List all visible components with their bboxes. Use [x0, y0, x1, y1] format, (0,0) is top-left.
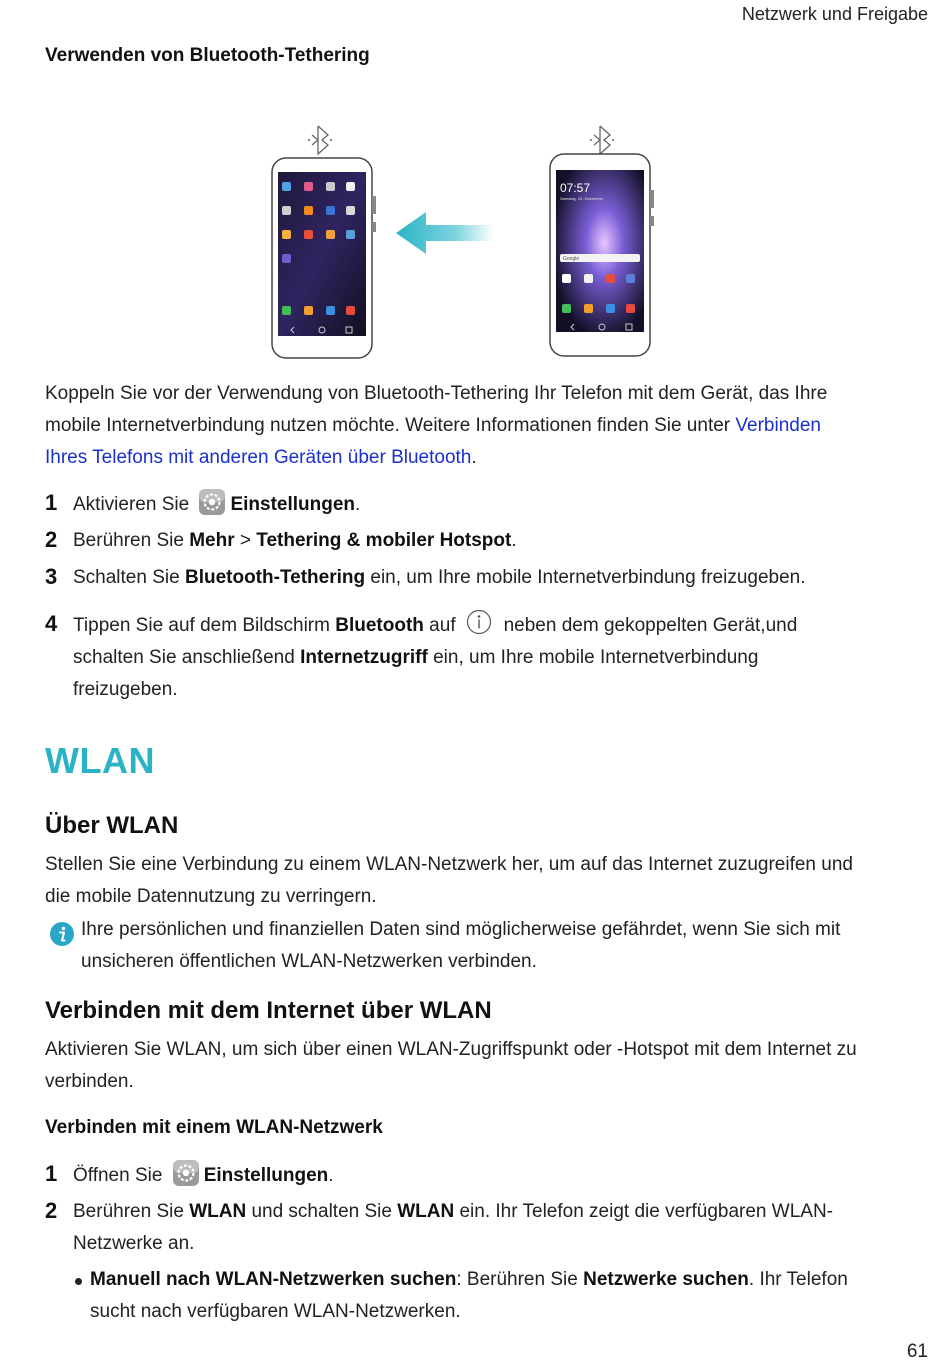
step-number: 1	[45, 490, 58, 515]
page-header-section: Netzwerk und Freigabe	[741, 4, 928, 24]
step-text: >	[234, 530, 257, 551]
step-text: .	[328, 1165, 334, 1186]
step-1-text	[73, 488, 360, 521]
bt-intro-line-1: Koppeln Sie vor der Verwendung von Bluetooth-Tethering Ihr Telefon mit dem Gerät, das Ihre	[45, 383, 828, 404]
about-wlan-line-1: Stellen Sie eine Verbindung zu einem WLAN-Netzwerk her, um auf das Internet zuzugreifen und	[45, 854, 853, 875]
settings-icon	[198, 488, 226, 516]
step-4-line-1	[73, 609, 923, 642]
settings-label: Einstellungen	[203, 1165, 329, 1186]
connect-wlan-line-2: verbinden.	[45, 1071, 134, 1092]
bluetooth-tethering-label: Bluetooth-Tethering	[184, 567, 366, 588]
left-phone-illustration	[268, 118, 378, 363]
lockscreen-date: Samstag, 24. Dezember	[560, 196, 604, 201]
bt-intro-period: .	[471, 447, 477, 468]
step-text: .	[355, 494, 361, 515]
step-text: ein, um Ihre mobile Internetverbindung freizugeben.	[365, 567, 806, 588]
bullet-text: . Ihr Telefon	[748, 1269, 848, 1290]
note-info-icon	[49, 921, 75, 947]
wlan-step-2-line-1	[73, 1196, 923, 1228]
manual-search-bullet	[90, 1264, 930, 1328]
step-text: .	[511, 530, 517, 551]
wlan-step-2-line-2: Netzwerke an.	[73, 1233, 195, 1254]
connect-wlan-paragraph	[45, 1034, 925, 1098]
step-text: schalten Sie anschließend	[73, 647, 301, 668]
bt-intro-paragraph	[45, 378, 925, 474]
bluetooth-guide-link-cont[interactable]: Ihres Telefons mit anderen Geräten über Bluetooth	[45, 447, 472, 468]
transfer-arrow-icon	[394, 208, 494, 258]
lockscreen-clock: 07:57	[560, 181, 591, 195]
connect-wlan-heading: Verbinden mit dem Internet über WLAN	[45, 997, 492, 1024]
bluetooth-guide-link[interactable]: Verbinden	[735, 415, 821, 436]
step-text: Schalten Sie	[73, 567, 185, 588]
about-wlan-heading: Über WLAN	[45, 812, 179, 839]
settings-icon	[172, 1159, 200, 1187]
about-wlan-line-2: die mobile Datennutzung zu verringern.	[45, 886, 377, 907]
google-search-bar: Google	[563, 256, 580, 262]
step-number: 4	[45, 611, 58, 636]
step-4-line-2	[73, 642, 923, 674]
info-icon	[466, 609, 492, 635]
bluetooth-label: Bluetooth	[335, 615, 424, 636]
wlan-chapter-title: WLAN	[45, 740, 155, 781]
security-note-line-2: unsicheren öffentlichen WLAN-Netzwerken verbinden.	[81, 951, 537, 972]
right-phone-illustration	[546, 118, 656, 363]
bullet-text: : Berühren Sie	[456, 1269, 584, 1290]
step-3-text	[73, 562, 806, 594]
bluetooth-icon	[308, 126, 332, 154]
step-number: 2	[45, 1198, 58, 1223]
connect-wlan-line-1: Aktivieren Sie WLAN, um sich über einen WLAN-Zugriffspunkt oder -Hotspot mit dem Internet zu	[45, 1039, 857, 1060]
wlan-toggle-label: WLAN	[397, 1201, 455, 1222]
step-text: auf	[423, 615, 456, 636]
manual-search-label: Manuell nach WLAN-Netzwerken suchen	[90, 1269, 457, 1290]
connect-network-subheading: Verbinden mit einem WLAN-Netzwerk	[45, 1117, 383, 1138]
step-4-line-3: freizugeben.	[73, 679, 178, 700]
page-number: 61	[906, 1341, 928, 1362]
step-number: 2	[45, 527, 58, 552]
wlan-label: WLAN	[189, 1201, 247, 1222]
step-text: ein, um Ihre mobile Internetverbindung	[427, 647, 759, 668]
bt-intro-line-2	[45, 410, 925, 442]
bluetooth-icon	[590, 126, 614, 154]
menu-tethering-label: Tethering & mobiler Hotspot	[256, 530, 512, 551]
bt-intro-text: mobile Internetverbindung nutzen möchte. Weitere Informationen finden Sie unter	[45, 415, 736, 436]
step-text: neben dem gekoppelten Gerät,und	[503, 615, 798, 636]
step-text: ein. Ihr Telefon zeigt die verfügbaren WLAN-	[454, 1201, 833, 1222]
internet-access-label: Internetzugriff	[300, 647, 428, 668]
step-2-text	[73, 525, 517, 557]
about-wlan-paragraph	[45, 849, 925, 913]
step-4-text	[73, 609, 923, 706]
manual-search-line-2: sucht nach verfügbaren WLAN-Netzwerken.	[90, 1301, 461, 1322]
security-note	[81, 914, 931, 978]
security-note-line-1: Ihre persönlichen und finanziellen Daten sind möglicherweise gefährdet, wenn Sie sich mit	[81, 919, 841, 940]
menu-more-label: Mehr	[189, 530, 235, 551]
step-text: Tippen Sie auf dem Bildschirm	[73, 615, 336, 636]
bt-intro-line-3	[45, 442, 925, 474]
step-number: 1	[45, 1161, 58, 1186]
wlan-step-2-text	[73, 1196, 923, 1260]
step-text: Berühren Sie	[73, 1201, 190, 1222]
step-number: 3	[45, 564, 58, 589]
step-text: Berühren Sie	[73, 530, 190, 551]
manual-search-line-1	[90, 1264, 930, 1296]
bullet-dot	[75, 1278, 82, 1285]
step-text: Öffnen Sie	[73, 1165, 168, 1186]
step-text: Aktivieren Sie	[73, 494, 195, 515]
settings-label: Einstellungen	[230, 494, 356, 515]
search-networks-label: Netzwerke suchen	[583, 1269, 749, 1290]
step-text: und schalten Sie	[246, 1201, 398, 1222]
wlan-step-1-text	[73, 1159, 334, 1192]
section-title-bluetooth-tethering: Verwenden von Bluetooth-Tethering	[45, 45, 370, 66]
